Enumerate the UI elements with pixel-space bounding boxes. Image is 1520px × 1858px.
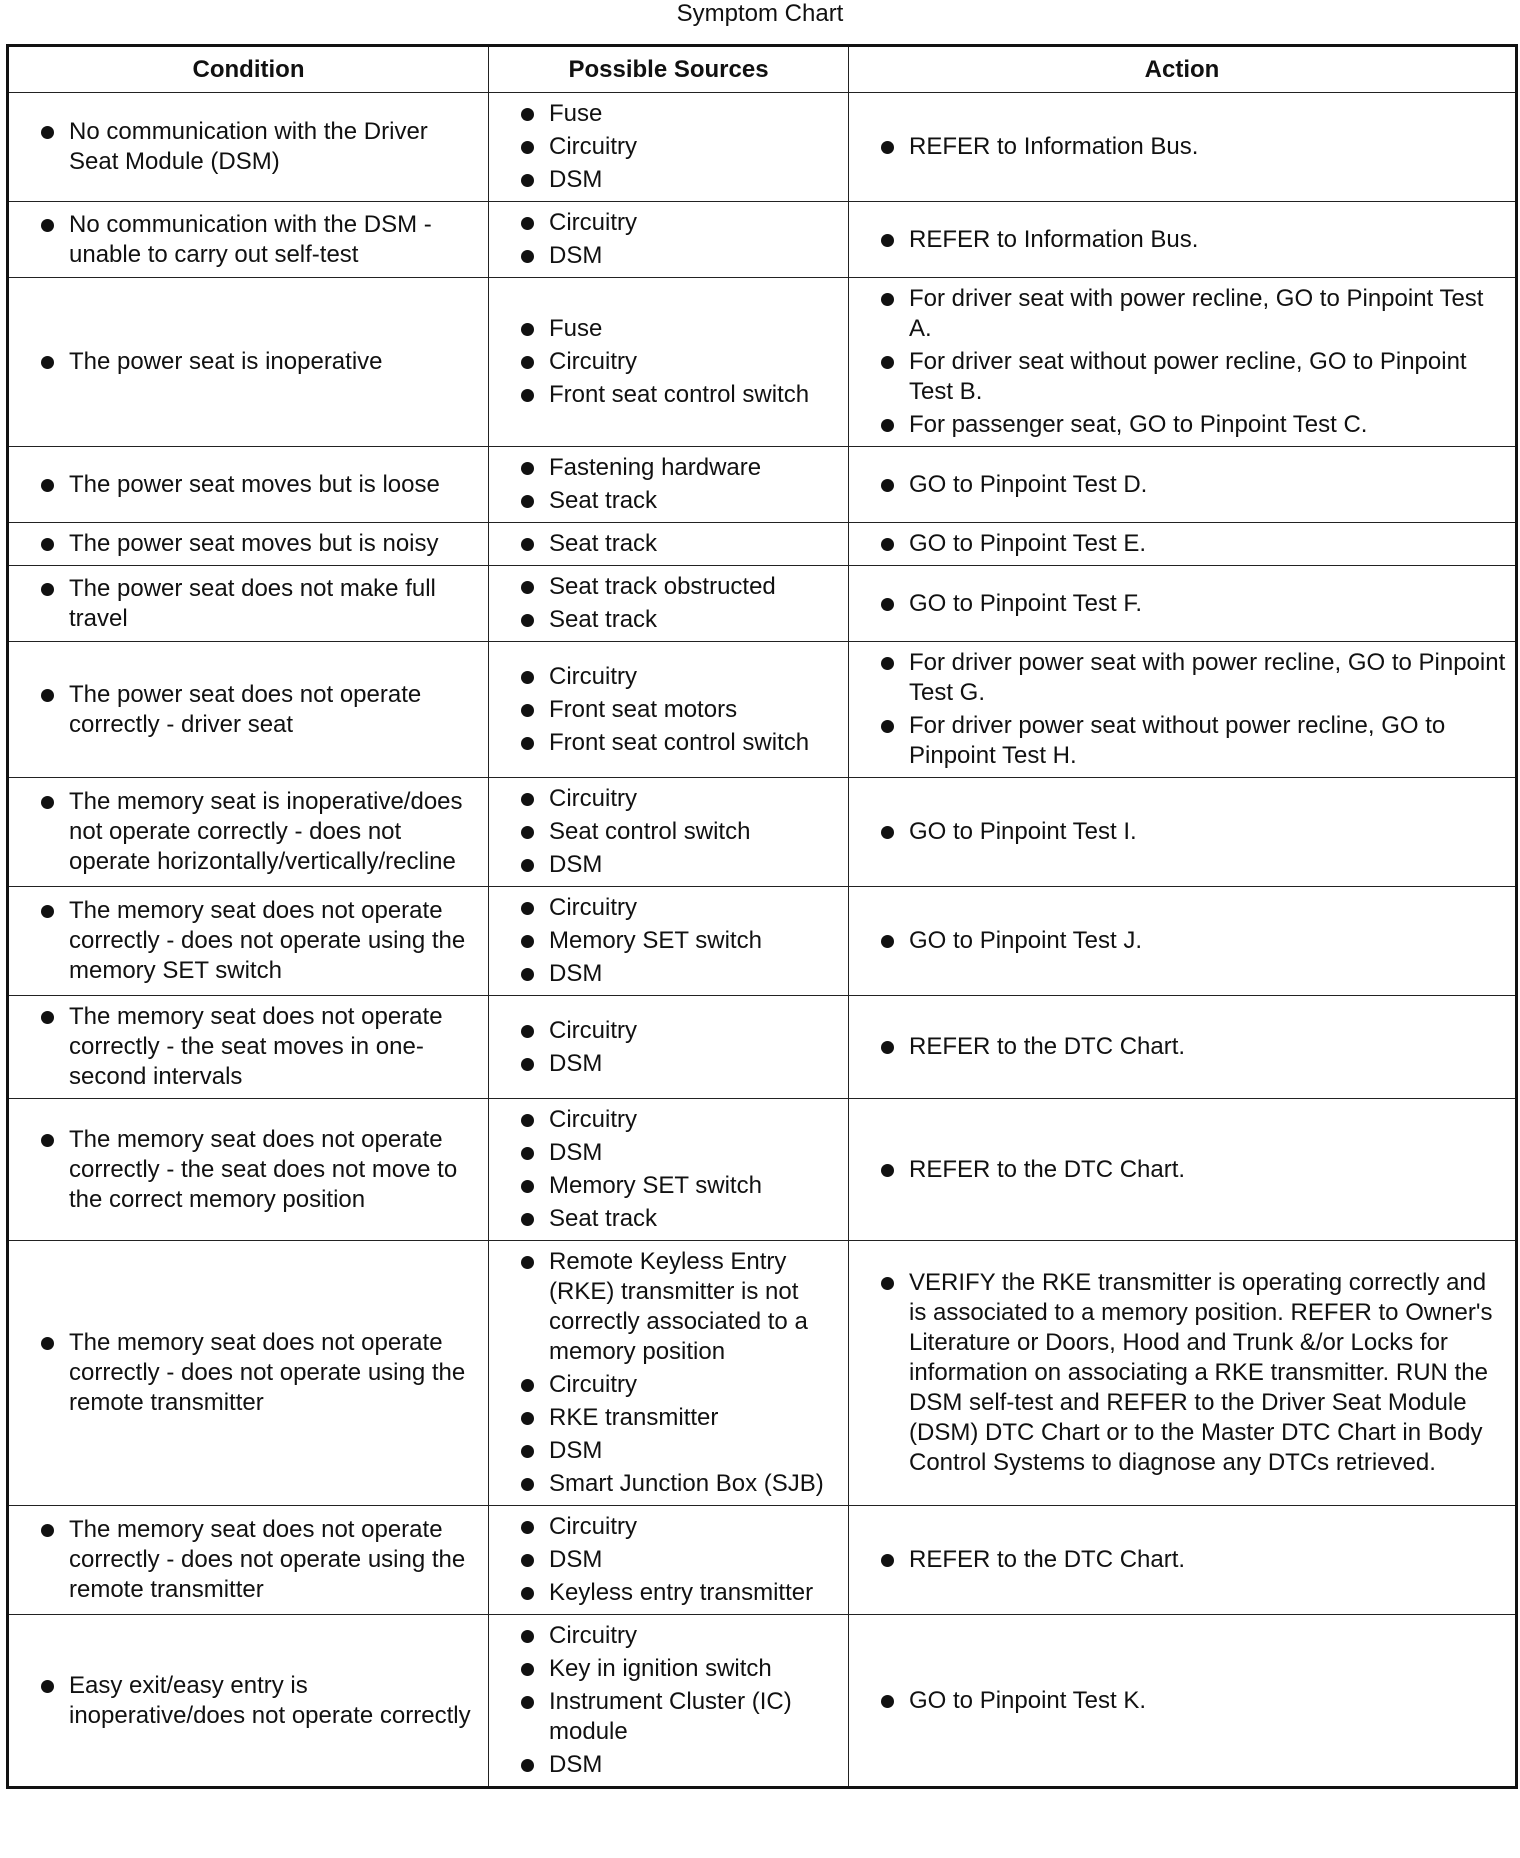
possible-sources-cell bbox=[489, 887, 849, 996]
table-row bbox=[8, 202, 1517, 278]
condition-text: No communication with the Driver Seat Module (DSM) bbox=[41, 117, 478, 177]
possible-sources-cell bbox=[489, 1506, 849, 1615]
header-condition: Condition bbox=[8, 46, 489, 93]
possible-sources-cell bbox=[489, 93, 849, 202]
source-item: DSM bbox=[521, 959, 838, 989]
source-item: Circuitry bbox=[521, 1512, 838, 1542]
condition-list bbox=[41, 210, 478, 270]
condition-text: The memory seat is inoperative/does not operate correctly - does not operate horizontally/vertically/recline bbox=[41, 787, 478, 877]
action-item: GO to Pinpoint Test I. bbox=[881, 817, 1507, 847]
condition-text: The power seat is inoperative bbox=[41, 347, 478, 377]
source-item: Seat track bbox=[521, 1204, 838, 1234]
condition-text: The power seat moves but is loose bbox=[41, 470, 478, 500]
action-cell bbox=[849, 278, 1517, 447]
action-cell bbox=[849, 996, 1517, 1099]
table-row bbox=[8, 996, 1517, 1099]
source-item: Circuitry bbox=[521, 662, 838, 692]
condition-cell bbox=[8, 887, 489, 996]
source-item: Circuitry bbox=[521, 784, 838, 814]
action-item: REFER to Information Bus. bbox=[881, 225, 1507, 255]
possible-sources-cell bbox=[489, 278, 849, 447]
action-cell bbox=[849, 202, 1517, 278]
action-cell bbox=[849, 447, 1517, 523]
source-item: DSM bbox=[521, 1138, 838, 1168]
action-item-list bbox=[881, 1155, 1507, 1185]
source-item-list bbox=[521, 1621, 838, 1780]
action-item: For driver seat without power recline, GO to Pinpoint Test B. bbox=[881, 347, 1507, 407]
condition-cell bbox=[8, 1506, 489, 1615]
action-cell bbox=[849, 887, 1517, 996]
source-item-list bbox=[521, 893, 838, 989]
action-item: GO to Pinpoint Test D. bbox=[881, 470, 1507, 500]
page-title: Symptom Chart bbox=[676, 0, 844, 27]
source-item: DSM bbox=[521, 1750, 838, 1780]
table-row bbox=[8, 447, 1517, 523]
possible-sources-cell bbox=[489, 1099, 849, 1241]
source-item-list bbox=[521, 1512, 838, 1608]
source-item: Smart Junction Box (SJB) bbox=[521, 1469, 838, 1499]
table-row bbox=[8, 1506, 1517, 1615]
table-row bbox=[8, 523, 1517, 566]
header-action: Action bbox=[849, 46, 1517, 93]
header-possible-sources: Possible Sources bbox=[489, 46, 849, 93]
table-row bbox=[8, 278, 1517, 447]
source-item: Seat control switch bbox=[521, 817, 838, 847]
action-item-list bbox=[881, 132, 1507, 162]
condition-list bbox=[41, 1328, 478, 1418]
header-row bbox=[8, 46, 1517, 93]
source-item-list bbox=[521, 662, 838, 758]
action-cell bbox=[849, 1099, 1517, 1241]
table-row bbox=[8, 93, 1517, 202]
action-item: GO to Pinpoint Test K. bbox=[881, 1686, 1507, 1716]
source-item: Front seat motors bbox=[521, 695, 838, 725]
condition-list bbox=[41, 680, 478, 740]
condition-cell bbox=[8, 202, 489, 278]
source-item: Seat track bbox=[521, 486, 838, 516]
source-item: Circuitry bbox=[521, 347, 838, 377]
action-item: REFER to the DTC Chart. bbox=[881, 1032, 1507, 1062]
condition-list bbox=[41, 529, 478, 559]
source-item-list bbox=[521, 529, 838, 559]
source-item-list bbox=[521, 1016, 838, 1079]
condition-cell bbox=[8, 278, 489, 447]
condition-cell bbox=[8, 778, 489, 887]
action-item-list bbox=[881, 926, 1507, 956]
condition-text: No communication with the DSM - unable to carry out self-test bbox=[41, 210, 478, 270]
condition-list bbox=[41, 117, 478, 177]
action-item-list bbox=[881, 648, 1507, 771]
condition-cell bbox=[8, 1099, 489, 1241]
source-item: DSM bbox=[521, 850, 838, 880]
source-item: Seat track bbox=[521, 605, 838, 635]
condition-cell bbox=[8, 642, 489, 778]
possible-sources-cell bbox=[489, 642, 849, 778]
condition-cell bbox=[8, 1615, 489, 1788]
possible-sources-cell bbox=[489, 566, 849, 642]
source-item-list bbox=[521, 784, 838, 880]
action-item: For driver power seat with power recline, GO to Pinpoint Test G. bbox=[881, 648, 1507, 708]
source-item: Circuitry bbox=[521, 132, 838, 162]
table-row bbox=[8, 1099, 1517, 1241]
action-cell bbox=[849, 1241, 1517, 1506]
source-item: Circuitry bbox=[521, 893, 838, 923]
source-item: Circuitry bbox=[521, 1621, 838, 1651]
source-item: Seat track obstructed bbox=[521, 572, 838, 602]
possible-sources-cell bbox=[489, 1615, 849, 1788]
possible-sources-cell bbox=[489, 996, 849, 1099]
source-item: Circuitry bbox=[521, 1105, 838, 1135]
possible-sources-cell bbox=[489, 447, 849, 523]
action-item-list bbox=[881, 1686, 1507, 1716]
condition-cell bbox=[8, 93, 489, 202]
condition-text: Easy exit/easy entry is inoperative/does not operate correctly bbox=[41, 1671, 478, 1731]
possible-sources-cell bbox=[489, 1241, 849, 1506]
action-item-list bbox=[881, 470, 1507, 500]
condition-list bbox=[41, 470, 478, 500]
action-item: VERIFY the RKE transmitter is operating correctly and is associated to a memory position. REFER to Owner's Literature or Doors, Hood and Trunk &/or Locks for information on associating a RKE transmitter. RUN the DSM self-test and REFER to the Driver Seat Module (DSM) DTC Chart or to the Master DTC Chart in Body Control Systems to diagnose any DTCs retrieved. bbox=[881, 1268, 1507, 1478]
table-row bbox=[8, 642, 1517, 778]
source-item: Front seat control switch bbox=[521, 380, 838, 410]
source-item: DSM bbox=[521, 1049, 838, 1079]
action-cell bbox=[849, 523, 1517, 566]
source-item: Keyless entry transmitter bbox=[521, 1578, 838, 1608]
condition-list bbox=[41, 1125, 478, 1215]
condition-list bbox=[41, 1002, 478, 1092]
table-row bbox=[8, 566, 1517, 642]
action-item-list bbox=[881, 1268, 1507, 1478]
condition-list bbox=[41, 787, 478, 877]
source-item: Circuitry bbox=[521, 1016, 838, 1046]
action-item-list bbox=[881, 589, 1507, 619]
action-item: GO to Pinpoint Test E. bbox=[881, 529, 1507, 559]
source-item: Fuse bbox=[521, 314, 838, 344]
action-item-list bbox=[881, 817, 1507, 847]
possible-sources-cell bbox=[489, 523, 849, 566]
condition-text: The memory seat does not operate correctly - does not operate using the remote transmitter bbox=[41, 1328, 478, 1418]
table-row bbox=[8, 1615, 1517, 1788]
action-item-list bbox=[881, 529, 1507, 559]
condition-list bbox=[41, 1515, 478, 1605]
action-item: REFER to Information Bus. bbox=[881, 132, 1507, 162]
action-item: For driver power seat without power recline, GO to Pinpoint Test H. bbox=[881, 711, 1507, 771]
action-cell bbox=[849, 566, 1517, 642]
source-item: Remote Keyless Entry (RKE) transmitter is not correctly associated to a memory position bbox=[521, 1247, 838, 1367]
action-cell bbox=[849, 1615, 1517, 1788]
source-item-list bbox=[521, 1105, 838, 1234]
condition-cell bbox=[8, 1241, 489, 1506]
action-item-list bbox=[881, 284, 1507, 440]
source-item: Memory SET switch bbox=[521, 926, 838, 956]
source-item-list bbox=[521, 99, 838, 195]
condition-text: The memory seat does not operate correctly - does not operate using the remote transmitter bbox=[41, 1515, 478, 1605]
source-item-list bbox=[521, 453, 838, 516]
source-item: DSM bbox=[521, 1545, 838, 1575]
action-item: GO to Pinpoint Test F. bbox=[881, 589, 1507, 619]
source-item: Memory SET switch bbox=[521, 1171, 838, 1201]
action-cell bbox=[849, 93, 1517, 202]
action-item: For driver seat with power recline, GO to Pinpoint Test A. bbox=[881, 284, 1507, 344]
condition-text: The power seat does not make full travel bbox=[41, 574, 478, 634]
table-row bbox=[8, 778, 1517, 887]
condition-cell bbox=[8, 996, 489, 1099]
table-body bbox=[8, 93, 1517, 1788]
source-item-list bbox=[521, 1247, 838, 1499]
source-item: Key in ignition switch bbox=[521, 1654, 838, 1684]
action-item-list bbox=[881, 1545, 1507, 1575]
action-item: GO to Pinpoint Test J. bbox=[881, 926, 1507, 956]
action-item: REFER to the DTC Chart. bbox=[881, 1545, 1507, 1575]
condition-list bbox=[41, 574, 478, 634]
condition-cell bbox=[8, 523, 489, 566]
source-item: Fuse bbox=[521, 99, 838, 129]
source-item: Seat track bbox=[521, 529, 838, 559]
source-item: Circuitry bbox=[521, 208, 838, 238]
source-item: Instrument Cluster (IC) module bbox=[521, 1687, 838, 1747]
source-item: Circuitry bbox=[521, 1370, 838, 1400]
source-item: RKE transmitter bbox=[521, 1403, 838, 1433]
source-item: Front seat control switch bbox=[521, 728, 838, 758]
condition-text: The memory seat does not operate correctly - does not operate using the memory SET switch bbox=[41, 896, 478, 986]
table-row bbox=[8, 1241, 1517, 1506]
condition-list bbox=[41, 1671, 478, 1731]
possible-sources-cell bbox=[489, 778, 849, 887]
action-item: REFER to the DTC Chart. bbox=[881, 1155, 1507, 1185]
condition-text: The memory seat does not operate correctly - the seat does not move to the correct memory position bbox=[41, 1125, 478, 1215]
source-item: Fastening hardware bbox=[521, 453, 838, 483]
source-item-list bbox=[521, 572, 838, 635]
condition-cell bbox=[8, 566, 489, 642]
action-cell bbox=[849, 778, 1517, 887]
action-item-list bbox=[881, 225, 1507, 255]
action-cell bbox=[849, 1506, 1517, 1615]
condition-cell bbox=[8, 447, 489, 523]
source-item-list bbox=[521, 208, 838, 271]
action-item: For passenger seat, GO to Pinpoint Test C. bbox=[881, 410, 1507, 440]
symptom-chart-table bbox=[6, 44, 1518, 1789]
source-item: DSM bbox=[521, 165, 838, 195]
source-item: DSM bbox=[521, 241, 838, 271]
condition-list bbox=[41, 896, 478, 986]
condition-text: The power seat moves but is noisy bbox=[41, 529, 478, 559]
possible-sources-cell bbox=[489, 202, 849, 278]
condition-text: The memory seat does not operate correctly - the seat moves in one-second intervals bbox=[41, 1002, 478, 1092]
action-cell bbox=[849, 642, 1517, 778]
condition-list bbox=[41, 347, 478, 377]
source-item-list bbox=[521, 314, 838, 410]
action-item-list bbox=[881, 1032, 1507, 1062]
condition-text: The power seat does not operate correctly - driver seat bbox=[41, 680, 478, 740]
table-row bbox=[8, 887, 1517, 996]
source-item: DSM bbox=[521, 1436, 838, 1466]
